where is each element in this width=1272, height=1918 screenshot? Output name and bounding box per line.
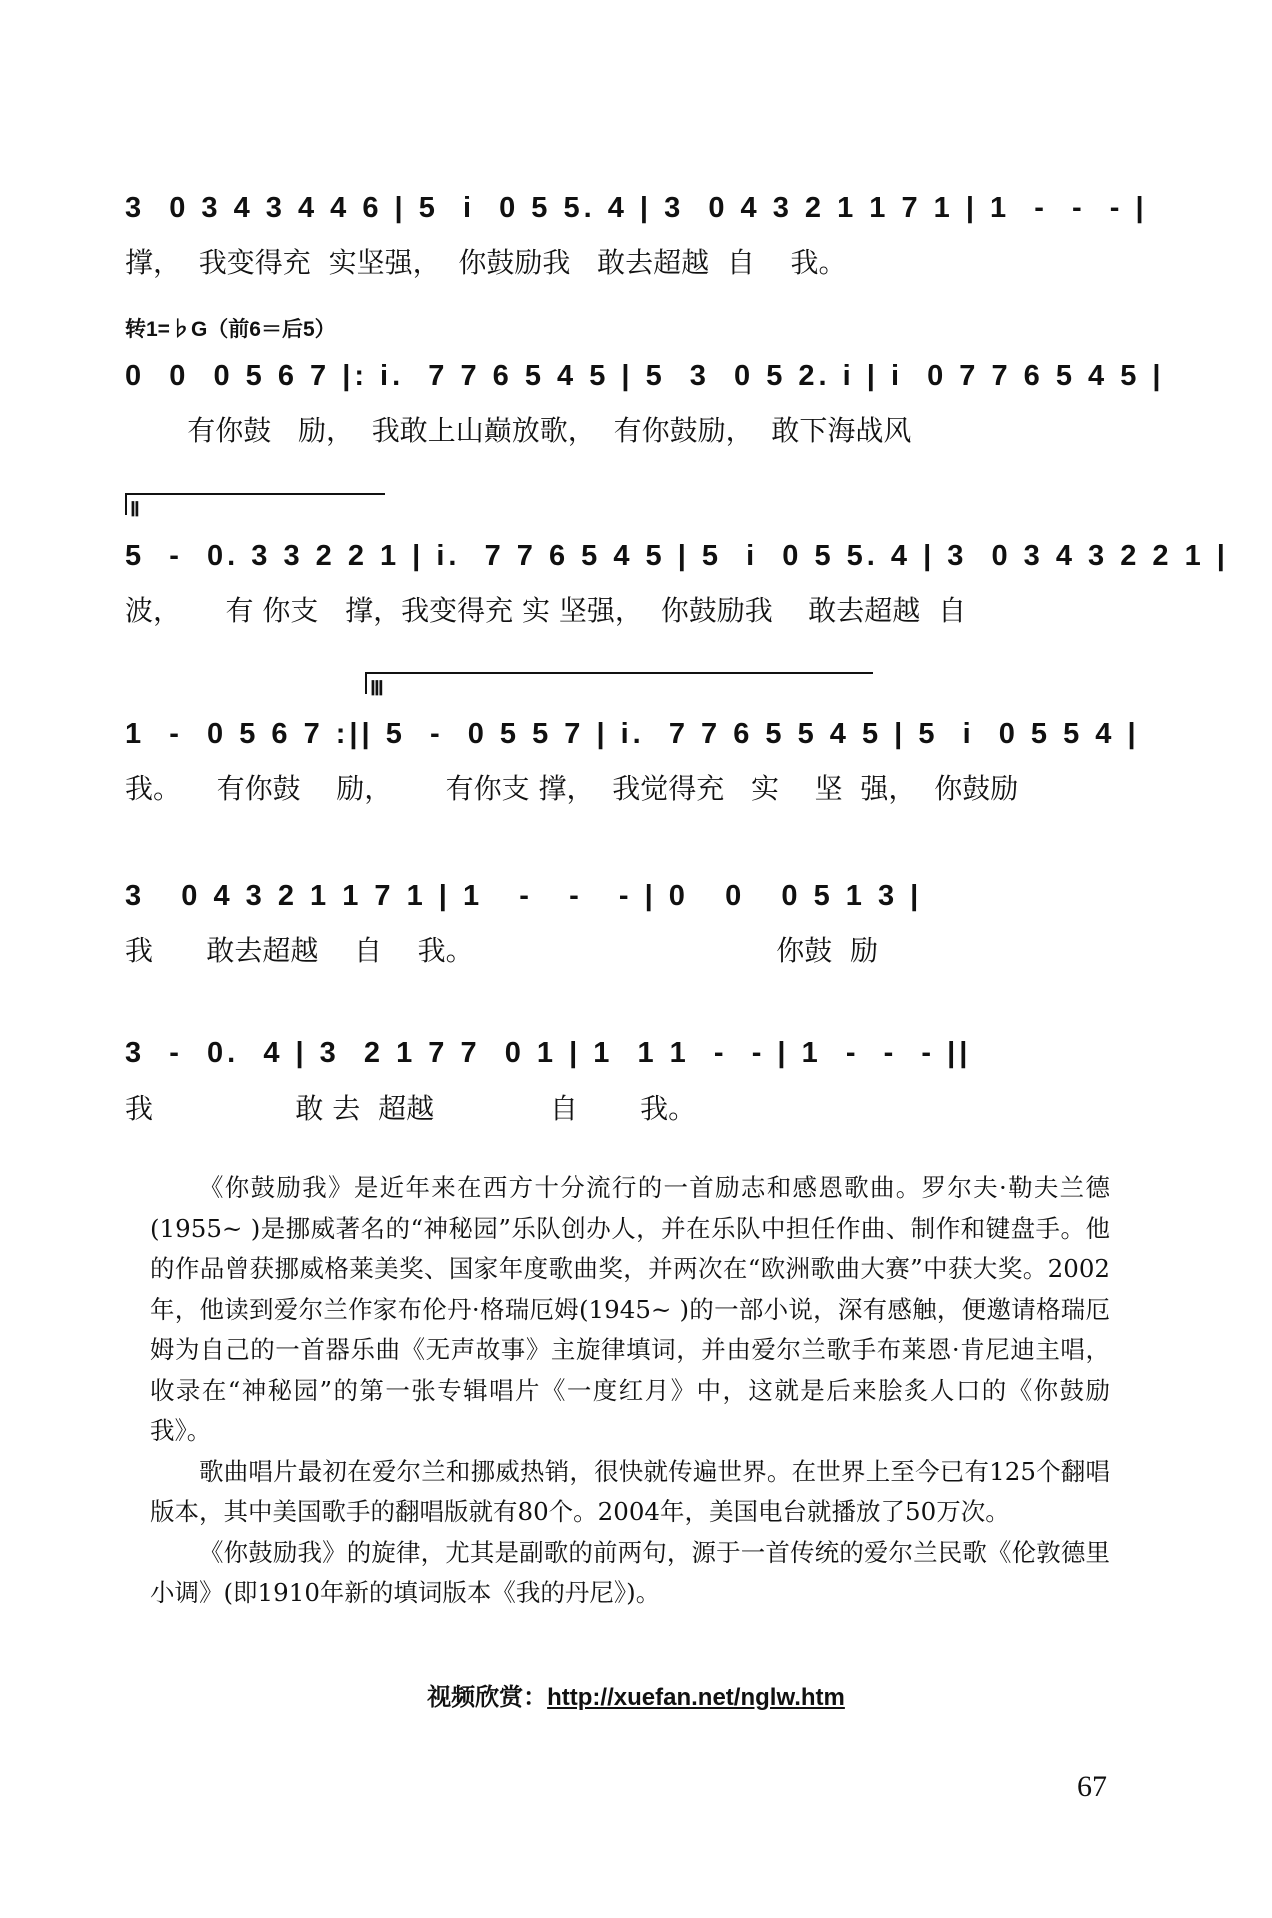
volta-label-2: Ⅱ [130,499,140,521]
score-notes-line-5: 3 0 4 3 2 1 1 7 1 | 1 - - - | 0 0 0 5 1 3 | [125,880,923,912]
score-notes-line-3: 5 - 0. 3 3 2 2 1 | i. 7 7 6 5 4 5 | 5 i 0 5 5. 4 | 3 0 3 4 3 2 2 1 | [125,540,1229,572]
video-url-link[interactable]: http://xuefan.net/nglw.htm [547,1684,845,1711]
score-lyrics-line-3: 波， 有 你支 撑，我变得充 实 坚强， 你鼓励我 敢去超越 自 [125,594,967,627]
song-description [150,1168,1110,1614]
score-lyrics-line-2: 有你鼓 励， 我敢上山巅放歌， 有你鼓励， 敢下海战风 [125,414,912,447]
score-lyrics-line-1: 撑， 我变得充 实坚强， 你鼓励我 敢去超越 自 我。 [125,246,847,279]
volta-bracket-2-post [125,493,127,515]
video-reference [0,1677,1272,1712]
volta-bracket-3-post [365,672,367,694]
score-lyrics-line-6: 我 敢 去 超越 自 我。 [125,1092,697,1125]
score-lyrics-line-4: 我。 有你鼓 励， 有你支 撑， 我觉得充 实 坚 强， 你鼓励 [125,772,1019,805]
video-label: 视频欣赏： [427,1684,548,1711]
essay-paragraph-3: 《你鼓励我》的旋律，尤其是副歌的前两句，源于一首传统的爱尔兰民歌《伦敦德里小调》(即1910年新的填词版本《我的丹尼》)。 [150,1537,1110,1607]
volta-label-3: Ⅲ [370,678,384,700]
score-notes-line-4: 1 - 0 5 6 7 :|| 5 - 0 5 5 7 | i. 7 7 6 5 5 4 5 | 5 i 0 5 5 4 | [125,718,1140,750]
essay-paragraph-1: 《你鼓励我》是近年来在西方十分流行的一首励志和感恩歌曲。罗尔夫·勒夫兰德(1955~ )是挪威著名的“神秘园”乐队创办人，并在乐队中担任作曲、制作和键盘手。他的作品曾获挪威格莱美奖、国家年度歌曲奖，并两次在“欧洲歌曲大赛”中获大奖。2002年，他读到爱尔兰作家布伦丹·格瑞厄姆(1945~ )的一部小说，深有感触，便邀请格瑞厄姆为自己的一首器乐曲《无声故事》主旋律填词，并由爱尔兰歌手布莱恩·肯尼迪主唱，收录在“神秘园”的第一张专辑唱片《一度红月》中，这就是后来脍炙人口的《你鼓励我》。 [150,1173,1110,1445]
volta-bracket-2 [125,493,385,495]
key-change-label: 转1=♭G（前6＝后5） [125,318,336,341]
volta-bracket-3 [365,672,873,674]
score-notes-line-1: 3 0 3 4 3 4 4 6 | 5 i 0 5 5. 4 | 3 0 4 3 2 1 1 7 1 | 1 - - - | [125,192,1148,224]
essay-paragraph-2: 歌曲唱片最初在爱尔兰和挪威热销，很快就传遍世界。在世界上至今已有125个翻唱版本，其中美国歌手的翻唱版就有80个。2004年，美国电台就播放了50万次。 [150,1456,1110,1526]
score-notes-line-2: 0 0 0 5 6 7 |: i. 7 7 6 5 4 5 | 5 3 0 5 2. i | i 0 7 7 6 5 4 5 | [125,360,1165,392]
score-notes-line-6: 3 - 0. 4 | 3 2 1 7 7 0 1 | 1 1 1 - - | 1 - - - || [125,1037,972,1069]
score-lyrics-line-5: 我 敢去超越 自 我。 你鼓 励 [125,934,879,967]
page-number: 67 [1077,1770,1107,1803]
